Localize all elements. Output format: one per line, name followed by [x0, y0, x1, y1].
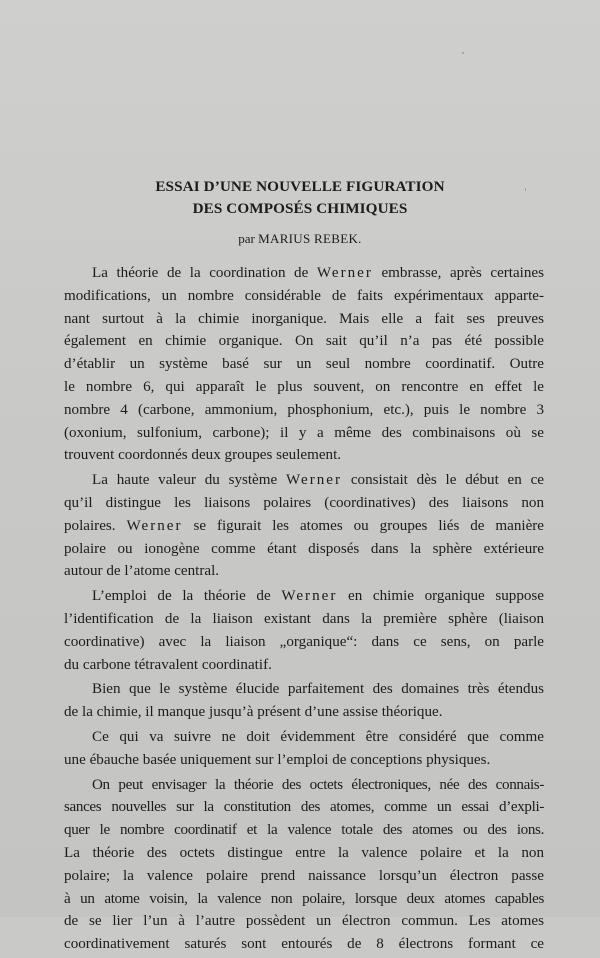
text-line: l’identification de la liaison existant dans la première sphère (liaison — [64, 610, 544, 627]
line-text: polaires. — [64, 517, 127, 534]
text-line: coordinative) avec la liaison „organique“: dans ce sens, on parle — [64, 633, 544, 650]
text-line: sances nouvelles sur la constitution des atomes, comme un essai d’expli- — [64, 799, 544, 816]
text-line: On peut envisager la théorie des octets électroniques, née des connais- — [92, 776, 544, 793]
person-name: Werner — [286, 472, 343, 489]
paragraph — [64, 469, 544, 583]
text-line: modifications, un nombre considérable de faits expérimentaux apparte- — [64, 287, 544, 304]
text-line: Bien que le système élucide parfaitement des domaines très étendus — [92, 681, 544, 698]
paragraph — [64, 262, 544, 467]
text-line: une ébauche basée uniquement sur l’emploi de conceptions physiques. — [64, 751, 491, 768]
person-name: Werner — [126, 517, 183, 534]
text-line — [64, 469, 544, 492]
person-name: Werner — [316, 265, 373, 281]
paper-speck — [462, 52, 464, 54]
text-line: nombre 4 (carbone, ammonium, phosphonium, etc.), puis le nombre 3 — [64, 401, 544, 418]
line-text: La théorie de la coordination de — [92, 265, 317, 281]
text-line: le nombre 6, qui apparaît le plus souvent, on rencontre en effet le — [64, 378, 544, 395]
text-line: à un atome voisin, la valence non polaire, lorsque deux atomes capables — [64, 890, 544, 907]
paragraph — [64, 585, 544, 676]
line-text: La haute valeur du système — [92, 472, 286, 489]
byline — [0, 230, 600, 248]
text-line — [64, 515, 544, 538]
title-line-2: DES COMPOSÉS CHIMIQUES — [192, 200, 408, 217]
text-line: nant surtout à la chimie inorganique. Mais elle a fait ses preuves — [64, 310, 544, 327]
text-line: d’établir un système basé sur un seul nombre coordinatif. Outre — [64, 356, 544, 373]
text-line: Ce qui va suivre ne doit évidemment être considéré que comme — [92, 728, 544, 745]
text-line: autour de l’atome central. — [64, 563, 220, 580]
paragraph — [64, 774, 544, 956]
text-line: polaire ou ionogène comme étant disposés dans la sphère extérieure — [64, 540, 544, 557]
text-line: polaire; la valence polaire prend naissance lorsqu’un électron passe — [64, 867, 544, 884]
text-line: qu’il distingue les liaisons polaires (coordinatives) des liaisons non — [64, 494, 544, 511]
text-line: également en chimie organique. On sait qu’il n’a pas été possible — [64, 333, 544, 350]
text-line: du carbone tétravalent coordinatif. — [64, 656, 272, 673]
text-line: (oxonium, sulfonium, carbone); il y a même des combinaisons où se — [64, 424, 544, 441]
person-name: Werner — [281, 588, 338, 605]
article-body — [64, 262, 544, 958]
text-line: coordinativement saturés sont entourés de 8 électrons formant ce — [64, 936, 544, 953]
text-line: de la chimie, il manque jusqu’à présent d’une assise théorique. — [64, 704, 443, 721]
text-line — [64, 262, 544, 285]
paragraph — [64, 678, 544, 724]
text-line: La théorie des octets distingue entre la valence polaire et la non — [64, 844, 544, 861]
text-line: quer le nombre coordinatif et la valence totale des atomes ou des ions. — [64, 822, 544, 839]
line-text: consistait dès le début en ce — [342, 472, 544, 489]
line-text: embrasse, après certaines — [372, 265, 544, 281]
text-line — [64, 585, 544, 608]
byline-prefix: par — [238, 231, 255, 246]
line-text: se figurait les atomes ou groupes liés de manière — [182, 517, 544, 534]
title-line-1: ESSAI D’UNE NOUVELLE FIGURATION — [155, 178, 445, 195]
text-line: trouvent coordonnés deux groupes seulement. — [64, 447, 342, 464]
line-text: L’emploi de la théorie de — [92, 588, 282, 605]
author-name: MARIUS REBEK. — [258, 231, 362, 246]
paragraph — [64, 726, 544, 772]
text-line: de se lier l’un à l’autre possèdent un électron commun. Les atomes — [64, 913, 544, 930]
line-text: en chimie organique suppose — [337, 588, 544, 605]
article-title — [0, 176, 600, 220]
